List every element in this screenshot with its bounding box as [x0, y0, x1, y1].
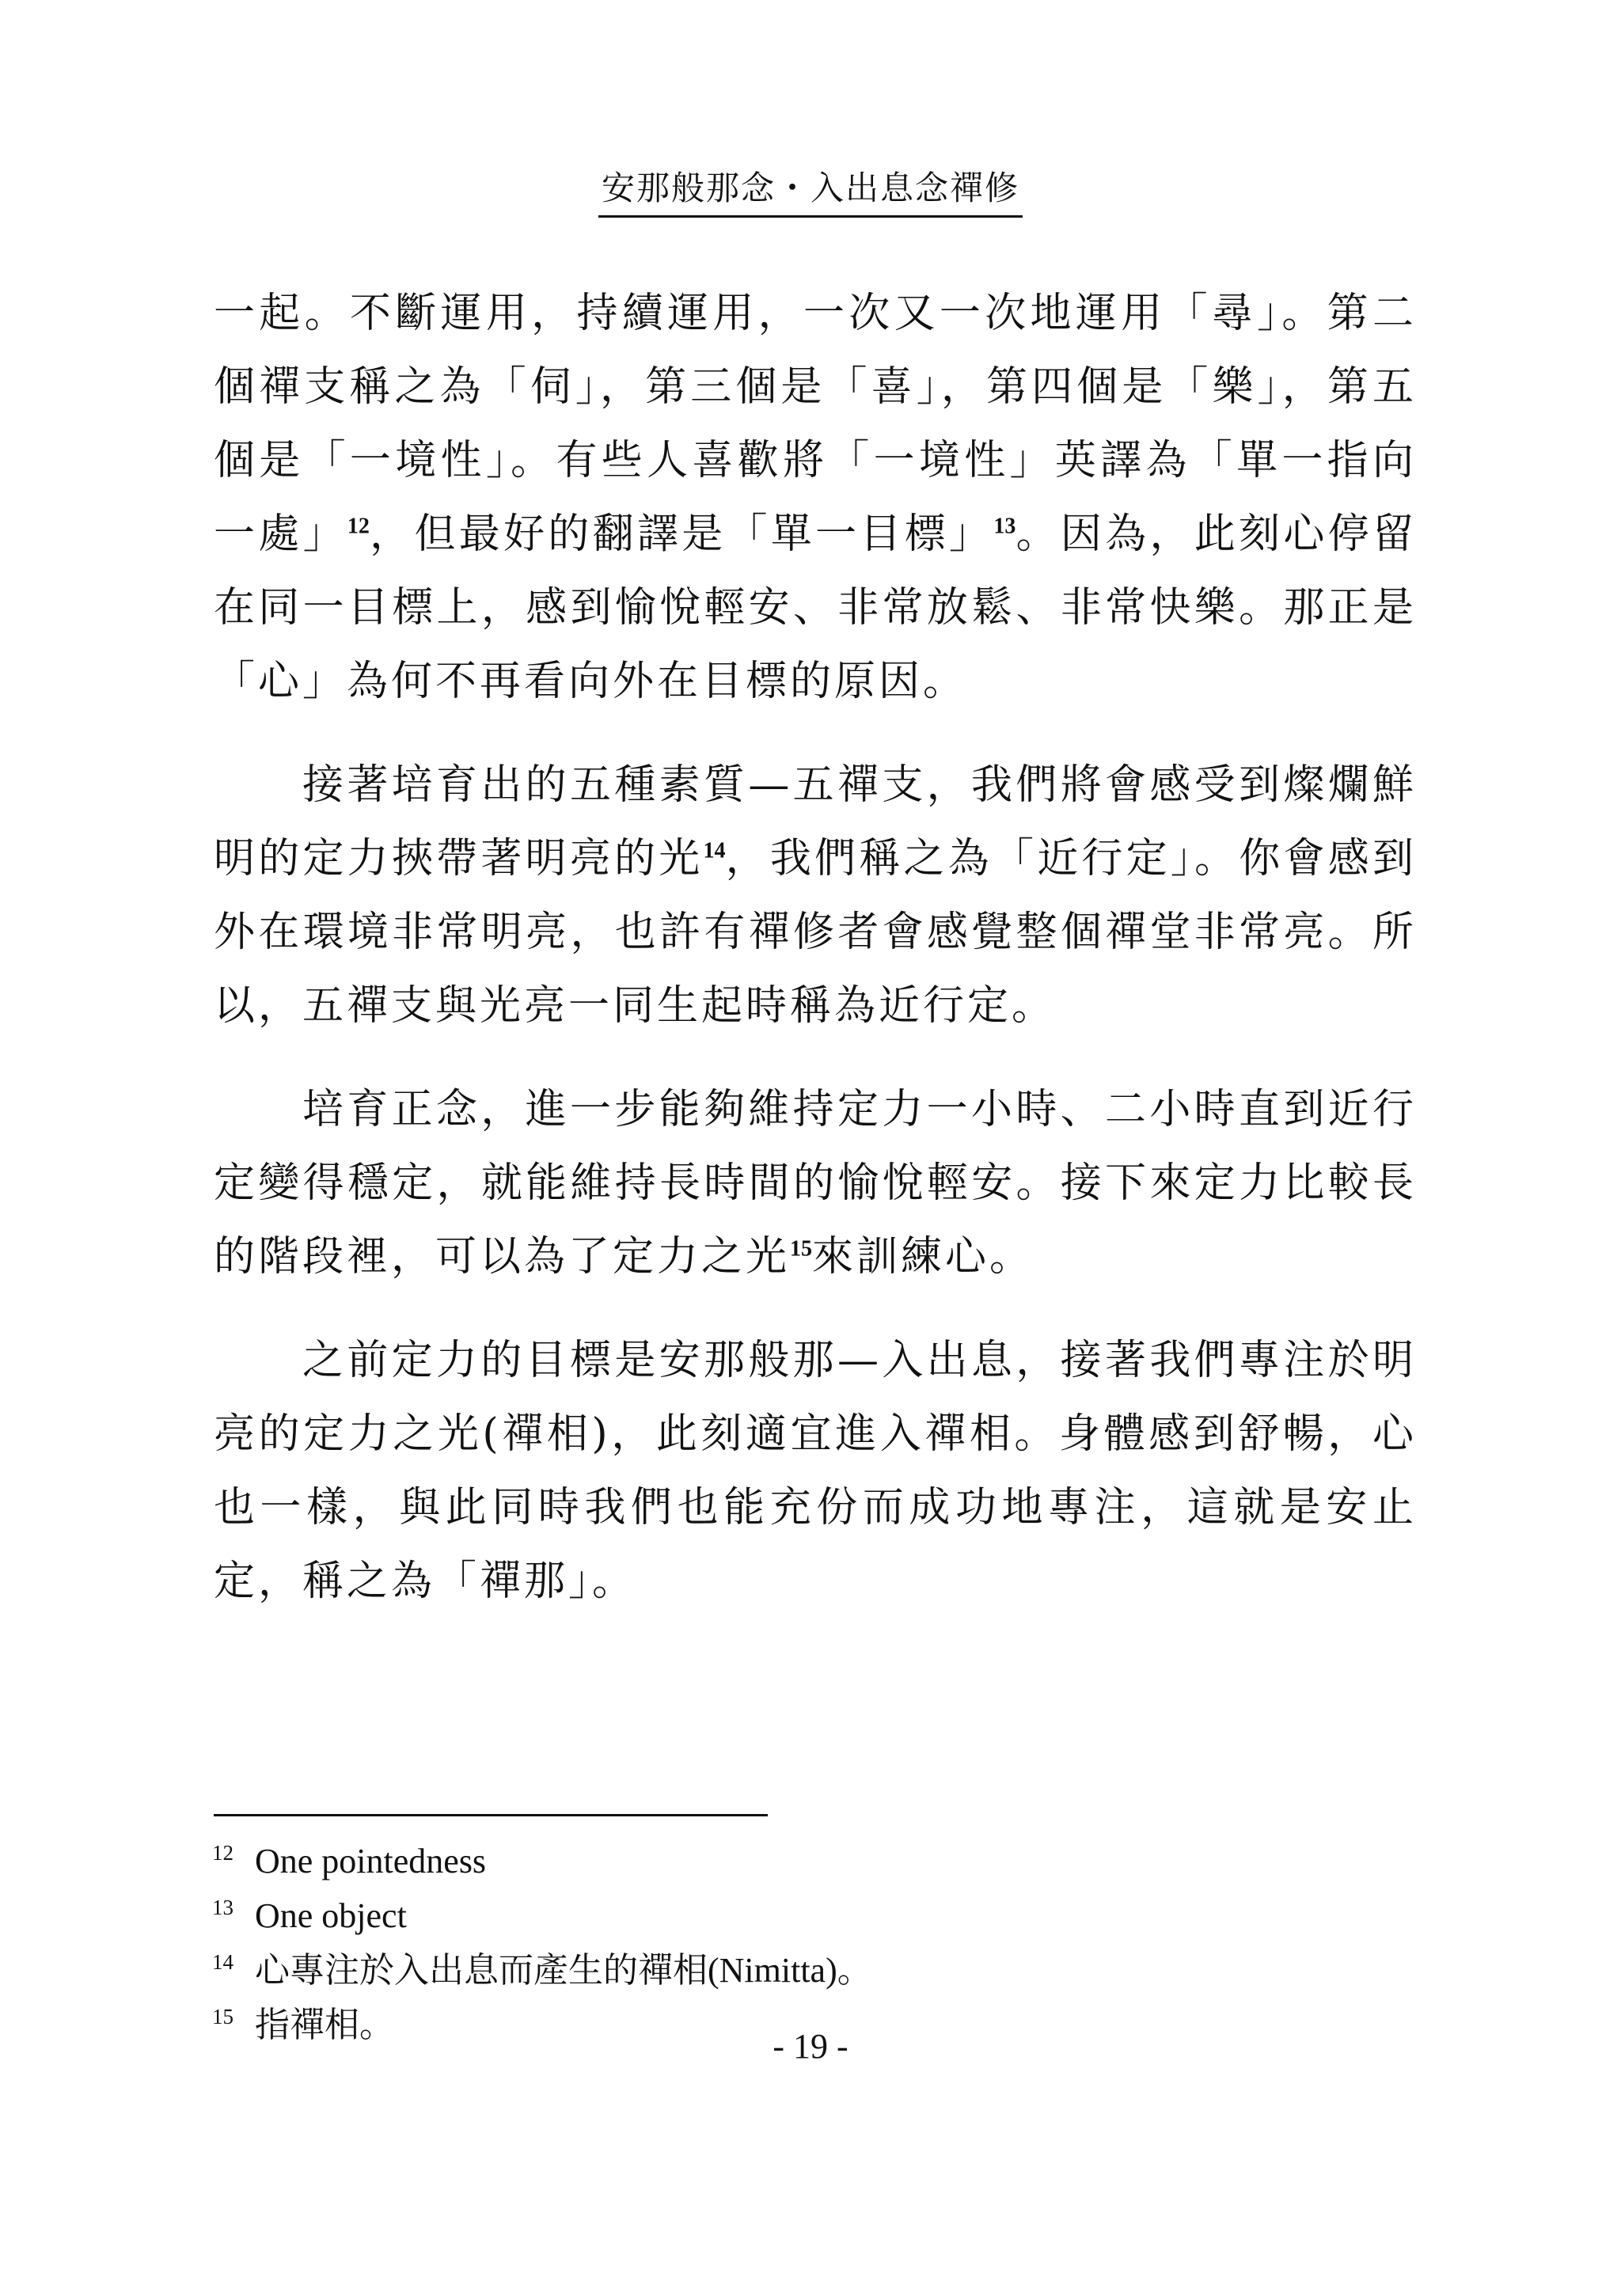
footnote-text: 指禪相。 [255, 2006, 394, 2044]
footnote-text: One pointedness [255, 1842, 487, 1880]
footnote-separator [214, 1814, 768, 1816]
footnote-number: 14 [212, 1950, 233, 1974]
paragraph-text: 。因為，此刻心停留在同一目標上，感到愉悅輕安、非常放鬆、非常快樂。那正是「心」為何不再看向外在目標的原因。 [214, 510, 1417, 705]
running-header [0, 168, 1621, 218]
footnote-text: 心專注於入出息而產生的禪相(Nimitta)。 [255, 1951, 872, 1990]
paragraph-2 [214, 749, 1417, 1043]
paragraph-text: 來訓練心。 [812, 1233, 1034, 1281]
paragraph-text: ，我們稱之為「近行定」。你會感到外在環境非常明亮，也許有禪修者會感覺整個禪堂非常亮。所以，五禪支與光亮一同生起時稱為近行定。 [214, 835, 1417, 1030]
footnotes [212, 1830, 1415, 2048]
footnote-14 [212, 1939, 1415, 1994]
footnote-ref-14[interactable]: 14 [703, 838, 726, 863]
paragraph-text: 一起。不斷運用，持續運用，一次又一次地運用「尋」。第二個禪支稱之為「伺」，第三個是「喜」，第四個是「樂」，第五個是「一境性」。有些人喜歡將「一境性」英譯為「單一指向一處」 [214, 290, 1417, 558]
paragraph-1 [214, 277, 1417, 719]
paragraph-text: 培育正念，進一步能夠維持定力一小時、二小時直到近行定變得穩定，就能維持長時間的愉悅輕安。接下來定力比較長的階段裡，可以為了定力之光 [214, 1086, 1417, 1281]
footnote-12 [212, 1830, 1415, 1884]
paragraph-text: ，但最好的翻譯是「單一目標」 [369, 510, 994, 558]
body-text [214, 277, 1417, 1649]
footnote-number: 15 [212, 2005, 233, 2028]
footnote-text: One object [255, 1896, 407, 1935]
footnote-ref-12[interactable]: 12 [347, 514, 370, 539]
paragraph-text: 之前定力的目標是安那般那—入出息，接著我們專注於明亮的定力之光(禪相)，此刻適宜進入禪相。身體感到舒暢，心也一樣，與此同時我們也能充份而成功地專注，這就是安止定，稱之為「禪那」。 [214, 1337, 1417, 1605]
paragraph-text: 接著培育出的五種素質—五禪支，我們將會感受到燦爛鮮明的定力挾帶著明亮的光 [214, 761, 1417, 882]
footnote-13 [212, 1884, 1415, 1939]
paragraph-3 [214, 1073, 1417, 1294]
paragraph-4 [214, 1324, 1417, 1619]
footnote-ref-15[interactable]: 15 [790, 1236, 813, 1262]
footnote-number: 12 [212, 1841, 233, 1865]
book-title: 安那般那念・入出息念禪修 [598, 168, 1023, 218]
footnote-ref-13[interactable]: 13 [993, 514, 1016, 539]
footnote-number: 13 [212, 1896, 233, 1919]
page-number: - 19 - [773, 2027, 848, 2066]
